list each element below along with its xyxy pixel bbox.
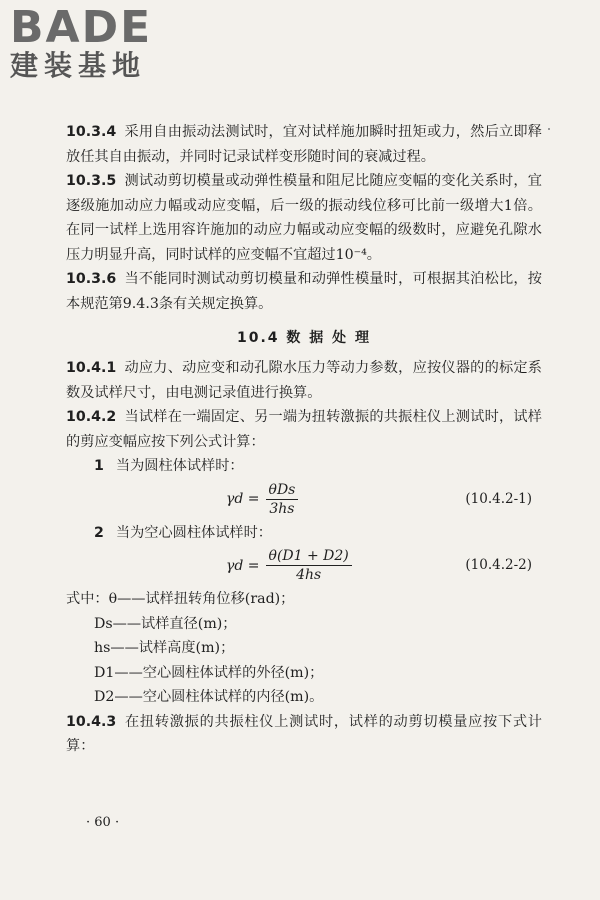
logo <box>10 2 180 82</box>
clause-text: 当试样在一端固定、另一端为扭转激振的共振柱仪上测试时，试样的剪应变幅应按下列公式计算： <box>66 409 542 450</box>
formula-numerator: θ(D1 + D2) <box>266 547 352 566</box>
formula-denominator: 4hs <box>296 567 322 583</box>
clause-text: 当不能同时测试动剪切模量和动弹性模量时，可根据其泊松比，按本规范第9.4.3条有关规定换算。 <box>66 271 542 312</box>
definition-line: Ds——试样直径(m)； <box>94 615 237 632</box>
item-text: 当为空心圆柱体试样时： <box>115 524 272 541</box>
formula-fraction <box>266 481 299 518</box>
scan-speck <box>548 128 550 130</box>
item-number: 1 <box>94 458 104 474</box>
equation-label: (10.4.2-2) <box>465 557 532 573</box>
item-text: 当为圆柱体试样时： <box>115 458 244 474</box>
clause-10-4-2 <box>66 405 542 454</box>
logo-brand: BADE <box>10 2 153 53</box>
formula-lhs: γd = <box>226 557 260 574</box>
clause-text: 动应力、动应变和动孔隙水压力等动力参数，应按仪器的的标定系数及试样尺寸，由电测记录值进行换算。 <box>66 360 542 401</box>
logo-subtitle: 建装基地 <box>10 49 147 82</box>
clause-text: 测试动剪切模量或动弹性模量和阻尼比随应变幅的变化关系时，宜逐级施加动应力幅或动应变幅，后一级的振动线位移可比前一级增大1倍。在同一试样上选用容许施加的动应力幅或动应变幅的级数时，应避免孔隙水压力明显升高，同时试样的应变幅不宜超过10⁻⁴。 <box>66 173 542 263</box>
document-body <box>66 120 542 759</box>
definition-line: 式中：θ——试样扭转角位移(rad)； <box>66 591 295 607</box>
clause-text: 采用自由振动法测试时，宜对试样施加瞬时扭矩或力，然后立即释放任其自由振动，并同时记录试样变形随时间的衰减过程。 <box>66 124 542 165</box>
clause-number: 10.4.2 <box>66 409 117 425</box>
item-number: 2 <box>94 524 104 541</box>
definition-line: D2——空心圆柱体试样的内径(m)。 <box>94 689 324 705</box>
definition-line: hs——试样高度(m)； <box>94 640 235 656</box>
formula-denominator: 3hs <box>269 500 295 517</box>
clause-number: 10.3.5 <box>66 173 117 189</box>
formula-fraction <box>266 547 352 584</box>
list-item-1 <box>66 454 542 479</box>
definition-line: D1——空心圆柱体试样的外径(m)； <box>94 664 324 681</box>
equation-label: (10.4.2-1) <box>465 490 532 507</box>
clause-number: 10.4.3 <box>66 713 117 730</box>
clause-number: 10.3.6 <box>66 271 117 287</box>
clause-10-3-6 <box>66 267 542 316</box>
formula-numerator: θDs <box>266 481 299 500</box>
clause-10-4-3 <box>66 710 542 759</box>
section-heading: 10.4 数 据 处 理 <box>236 330 372 346</box>
formula-lhs: γd = <box>226 491 260 507</box>
page-number: · 60 · <box>86 815 120 830</box>
clause-10-3-5 <box>66 169 542 267</box>
list-item-2 <box>66 521 542 546</box>
clause-text: 在扭转激振的共振柱仪上测试时，试样的动剪切模量应按下式计算： <box>66 713 542 754</box>
clause-number: 10.4.1 <box>66 360 117 376</box>
clause-number: 10.3.4 <box>66 124 117 140</box>
clause-10-4-1 <box>66 356 542 405</box>
formula-10-4-2-1 <box>66 479 542 521</box>
formula-10-4-2-2 <box>66 545 542 587</box>
clause-10-3-4 <box>66 120 542 169</box>
